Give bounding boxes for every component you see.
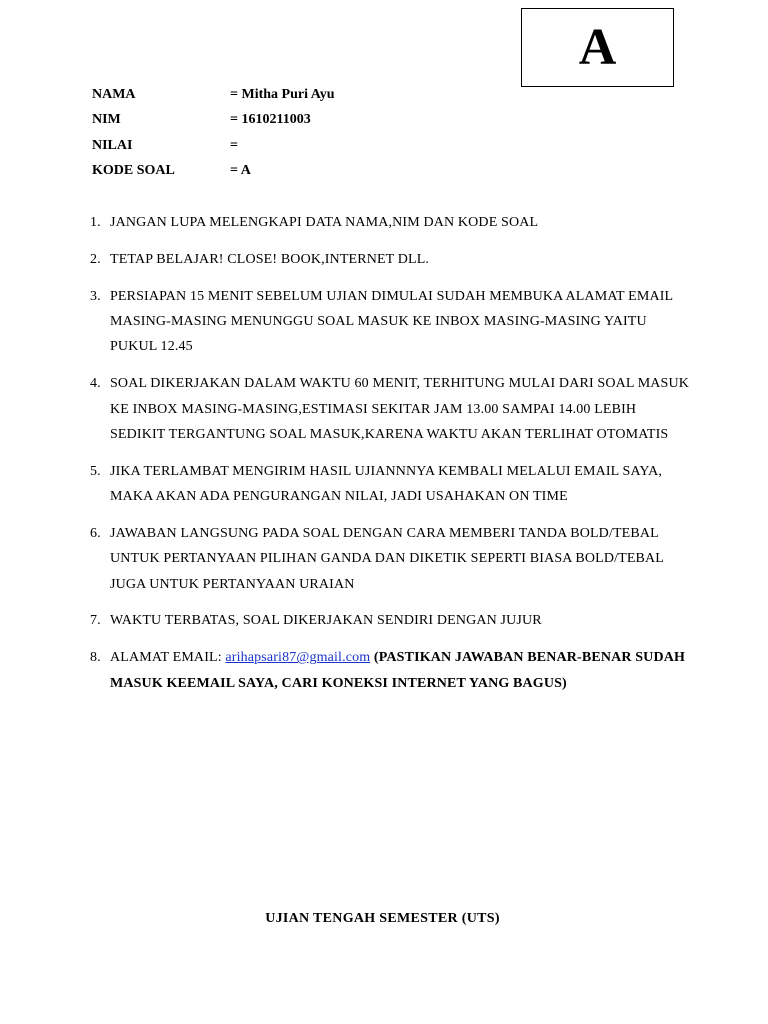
rule-number: 3. bbox=[90, 288, 101, 304]
rule-item-3 bbox=[90, 284, 690, 360]
rule-text: WAKTU TERBATAS, SOAL DIKERJAKAN SENDIRI DENGAN JUJUR bbox=[110, 613, 542, 629]
rule-item-5 bbox=[90, 459, 690, 510]
rule-number: 5. bbox=[90, 463, 101, 479]
info-row-nilai bbox=[92, 136, 335, 161]
rule-text: JAWABAN LANGSUNG PADA SOAL DENGAN CARA MEMBERI TANDA BOLD/TEBAL UNTUK PERTANYAAN PILIHAN GANDA DAN DIKETIK SEPERTI BIASA BOLD/TEBAL JUGA UNTUK PERTANYAAN URAIAN bbox=[110, 525, 664, 592]
exam-rules-list bbox=[90, 210, 690, 708]
info-value-kode-soal: = A bbox=[230, 162, 251, 178]
info-label-nilai: NILAI bbox=[92, 137, 133, 153]
info-label-nim: NIM bbox=[92, 112, 121, 128]
rule-item-1 bbox=[90, 210, 690, 235]
rule-number: 4. bbox=[90, 376, 101, 392]
info-row-kode-soal bbox=[92, 161, 335, 186]
rule-text: PERSIAPAN 15 MENIT SEBELUM UJIAN DIMULAI SUDAH MEMBUKA ALAMAT EMAIL MASING-MASING MENUNGGU SOAL MASUK KE INBOX MASING-MASING YAITU PUKUL 12.45 bbox=[110, 288, 673, 355]
rule-number: 7. bbox=[90, 613, 101, 629]
rule-number: 2. bbox=[90, 251, 101, 267]
student-info bbox=[92, 85, 335, 186]
info-value-nim: = 1610211003 bbox=[230, 112, 311, 128]
info-label-kode-soal: KODE SOAL bbox=[92, 162, 175, 178]
exam-code-letter: A bbox=[578, 18, 617, 76]
rule-text: JANGAN LUPA MELENGKAPI DATA NAMA,NIM DAN KODE SOAL bbox=[110, 215, 539, 230]
exam-code-box bbox=[521, 8, 674, 87]
rule-item-6 bbox=[90, 521, 690, 597]
exam-title: UJIAN TENGAH SEMESTER (UTS) bbox=[265, 911, 500, 926]
info-value-nama: = Mitha Puri Ayu bbox=[230, 87, 335, 102]
email-link[interactable]: arihapsari87@gmail.com bbox=[225, 650, 371, 666]
rule-item-4 bbox=[90, 371, 690, 447]
email-note: (PASTIKAN JAWABAN BENAR-BENAR SUDAH MASUK KEEMAIL SAYA, CARI KONEKSI INTERNET YANG BAGUS) bbox=[110, 650, 686, 691]
rule-item-7 bbox=[90, 608, 690, 633]
rule-item-2 bbox=[90, 247, 690, 272]
email-label: ALAMAT EMAIL: bbox=[110, 650, 226, 666]
rule-text: JIKA TERLAMBAT MENGIRIM HASIL UJIANNNYA KEMBALI MELALUI EMAIL SAYA, MAKA AKAN ADA PENGURANGAN NILAI, JADI USAHAKAN ON TIME bbox=[110, 463, 663, 505]
rule-number: 6. bbox=[90, 525, 101, 541]
rule-number: 8. bbox=[90, 650, 101, 666]
info-row-nim bbox=[92, 110, 335, 135]
info-row-nama bbox=[92, 85, 335, 110]
rule-text: SOAL DIKERJAKAN DALAM WAKTU 60 MENIT, TERHITUNG MULAI DARI SOAL MASUK KE INBOX MASING-MASING,ESTIMASI SEKITAR JAM 13.00 SAMPAI 14.00 LEBIH SEDIKIT TERGANTUNG SOAL MASUK,KARENA WAKTU AKAN TERLIHAT OTOMATIS bbox=[110, 376, 690, 442]
info-label-nama: NAMA bbox=[92, 87, 136, 102]
rule-text bbox=[110, 645, 690, 696]
rule-item-8 bbox=[90, 645, 690, 696]
info-value-nilai: = bbox=[230, 137, 238, 153]
rule-number: 1. bbox=[90, 215, 101, 230]
rule-text: TETAP BELAJAR! CLOSE! BOOK,INTERNET DLL. bbox=[110, 251, 430, 267]
